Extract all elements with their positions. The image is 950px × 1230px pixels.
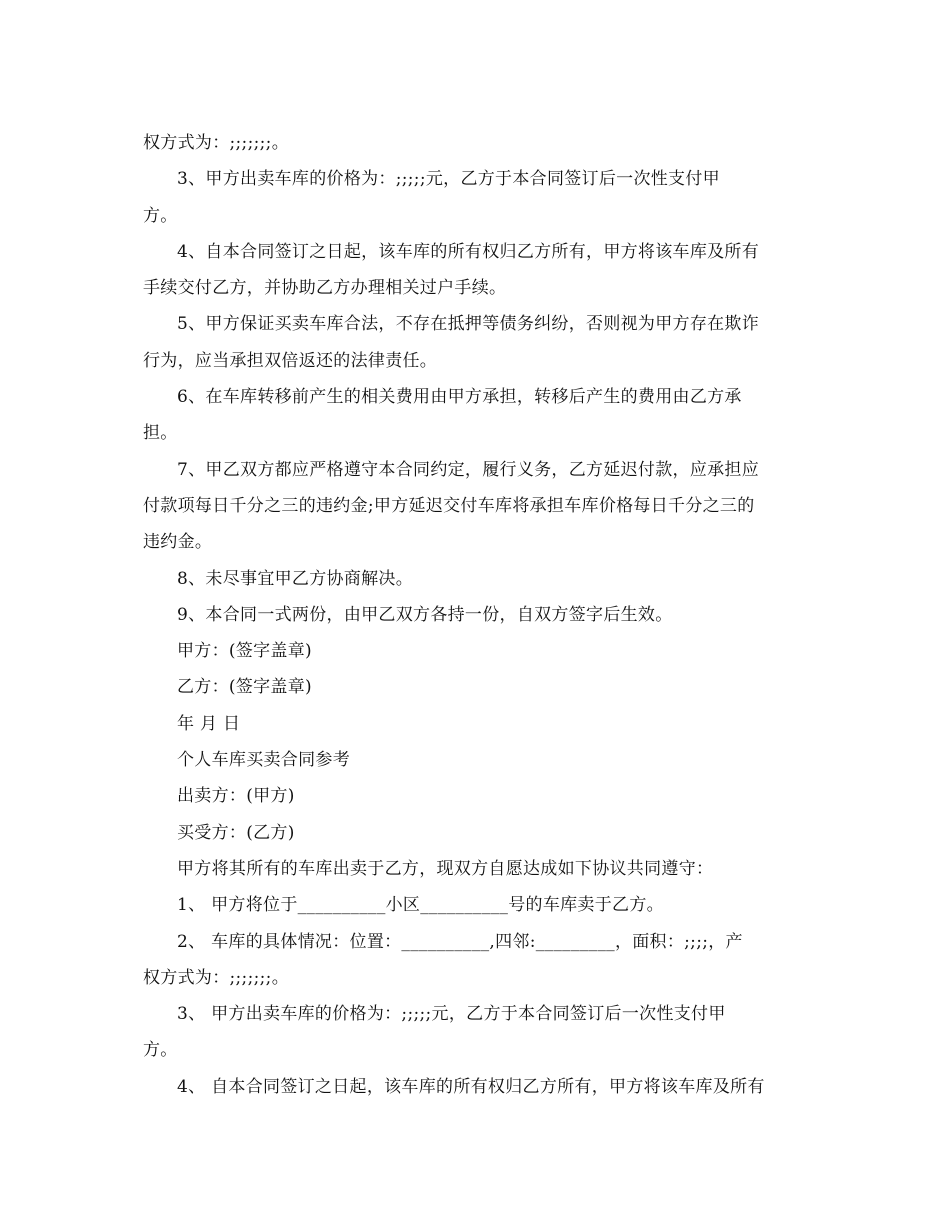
text-line: 3、 甲方出卖车库的价格为：;;;;;元，乙方于本合同签订后一次性支付甲 bbox=[177, 1004, 726, 1025]
contract-text bbox=[143, 125, 808, 1105]
text-line: 1、 甲方将位于__________小区__________号的车库卖于乙方。 bbox=[177, 895, 664, 916]
text-line: 手续交付乙方，并协助乙方办理相关过户手续。 bbox=[143, 278, 507, 299]
text-line: 5、甲方保证买卖车库合法，不存在抵押等债务纠纷，否则视为甲方存在欺诈 bbox=[177, 314, 760, 335]
text-line: 权方式为：;;;;;;;。 bbox=[143, 133, 289, 153]
text-line: 担。 bbox=[143, 423, 178, 444]
text-line: 7、甲乙双方都应严格遵守本合同约定，履行义务，乙方延迟付款，应承担应 bbox=[177, 459, 760, 480]
text-line: 方。 bbox=[143, 205, 178, 226]
date-line: 年 月 日 bbox=[177, 713, 241, 734]
text-line: 6、在车库转移前产生的相关费用由甲方承担，转移后产生的费用由乙方承 bbox=[177, 387, 742, 408]
text-line: 2、 车库的具体情况：位置：__________,四邻:_________，面积：;;;;，产 bbox=[177, 931, 743, 952]
text-line: 违约金。 bbox=[143, 532, 213, 553]
text-line: 甲方将其所有的车库出卖于乙方，现双方自愿达成如下协议共同遵守： bbox=[177, 858, 714, 879]
signature-line-party-b: 乙方：(签字盖章) bbox=[177, 677, 312, 698]
seller-line: 出卖方：(甲方) bbox=[177, 786, 295, 807]
text-line: 3、甲方出卖车库的价格为：;;;;;元，乙方于本合同签订后一次性支付甲 bbox=[177, 169, 720, 190]
text-line: 9、本合同一式两份，由甲乙双方各持一份，自双方签字后生效。 bbox=[177, 604, 673, 625]
text-line: 8、未尽事宜甲乙方协商解决。 bbox=[177, 568, 414, 589]
text-line: 付款项每日千分之三的违约金;甲方延迟交付车库将承担车库价格每日千分之三的 bbox=[143, 495, 755, 516]
text-line: 权方式为：;;;;;;;。 bbox=[143, 967, 289, 988]
signature-line-party-a: 甲方：(签字盖章) bbox=[177, 641, 312, 662]
buyer-line: 买受方：(乙方) bbox=[177, 822, 295, 843]
section-title: 个人车库买卖合同参考 bbox=[177, 750, 350, 771]
text-line: 4、 自本合同签订之日起，该车库的所有权归乙方所有，甲方将该车库及所有 bbox=[177, 1076, 765, 1097]
text-line: 方。 bbox=[143, 1040, 178, 1061]
text-line: 行为，应当承担双倍返还的法律责任。 bbox=[143, 350, 438, 371]
text-line: 4、自本合同签订之日起，该车库的所有权归乙方所有，甲方将该车库及所有 bbox=[177, 241, 760, 262]
